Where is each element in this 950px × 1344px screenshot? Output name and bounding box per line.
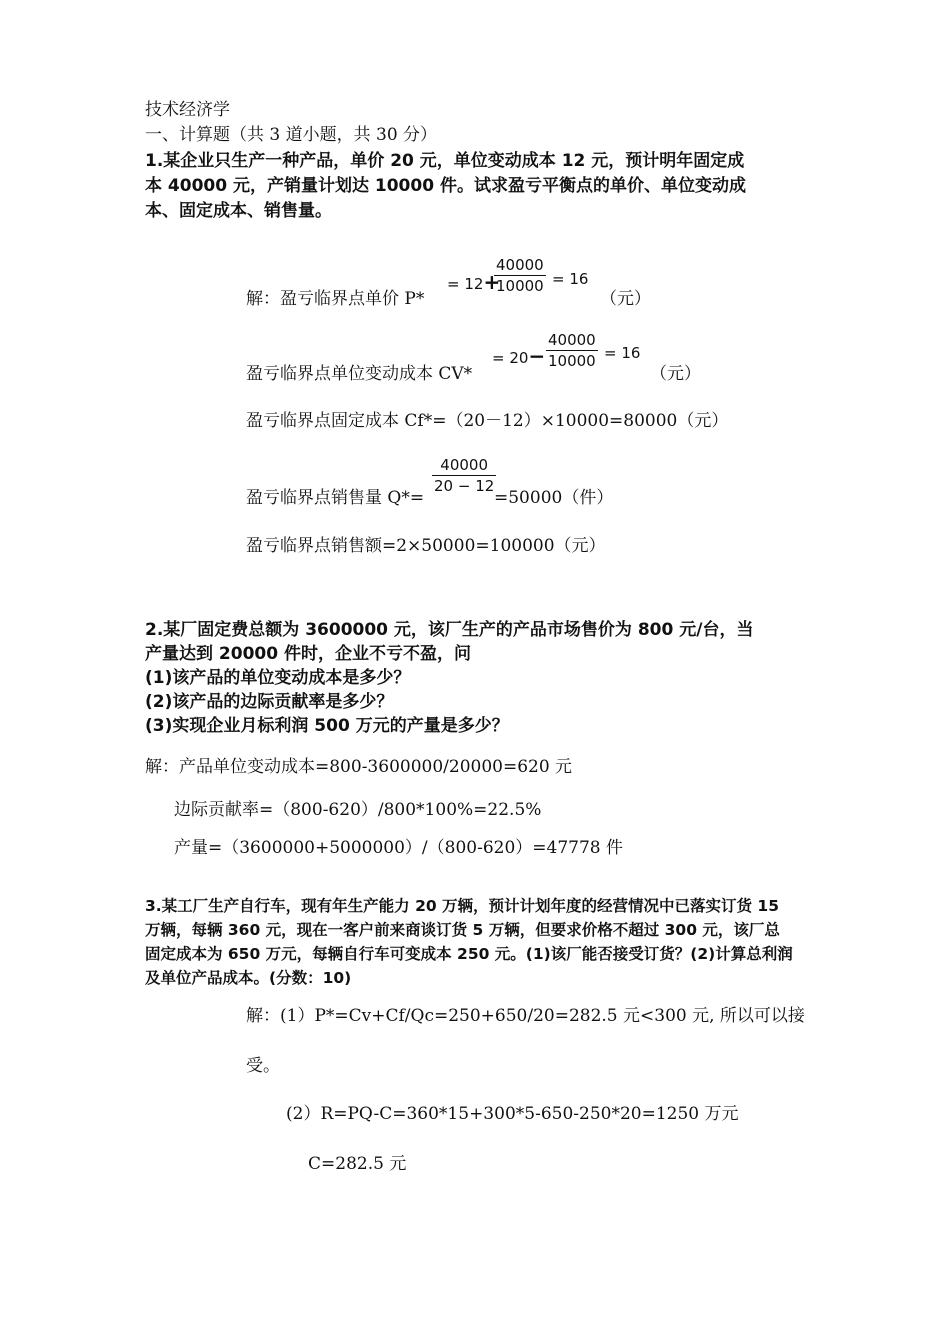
q3-text-line-4: 及单位产品成本。(分数：10) — [145, 969, 352, 987]
fraction-bar — [546, 350, 598, 351]
minus-operator: − — [528, 344, 546, 368]
q3-solution-part1: 解：(1）P*=Cv+Cf/Qc=250+650/20=282.5 元<300 元, 所以可以接 — [246, 1006, 805, 1026]
plus-operator: + — [483, 270, 501, 294]
q1-price-unit: （元） — [600, 289, 651, 309]
q1-solution-price-label: 解：盈亏临界点单价 P* — [246, 289, 425, 309]
q1-cv-result: = 16 — [604, 344, 641, 362]
q1-quantity-result: =50000（件） — [494, 488, 614, 508]
q1-text-line-1: 1.某企业只生产一种产品，单价 20 元，单位变动成本 12 元，预计明年固定成 — [145, 151, 745, 171]
fraction-denominator: 20 − 12 — [434, 477, 495, 495]
q3-solution-part1-cont: 受。 — [246, 1056, 280, 1076]
q1-cv-unit: （元） — [650, 364, 701, 384]
q3-text-line-2: 万辆，每辆 360 元，现在一客户前来商谈订货 5 万辆，但要求价格不超过 300 元，该厂总 — [145, 921, 780, 939]
q1-price-fraction — [494, 256, 546, 295]
q1-text-line-3: 本、固定成本、销售量。 — [145, 201, 332, 221]
q3-text-line-1: 3.某工厂生产自行车，现有年生产能力 20 万辆，预计计划年度的经营情况中已落实订货 15 — [145, 897, 780, 915]
q1-price-result: = 16 — [552, 270, 589, 288]
document-title: 技术经济学 — [145, 100, 230, 120]
q1-cv-base: = 20 — [492, 349, 529, 367]
fraction-denominator: 10000 — [548, 352, 596, 370]
q1-solution-fixed-cost: 盈亏临界点固定成本 Cf*=（20－12）×10000=80000（元） — [246, 411, 729, 431]
fraction-bar — [494, 275, 546, 276]
fraction-numerator: 40000 — [496, 256, 544, 274]
q1-solution-cv-lhs — [492, 344, 545, 368]
fraction-numerator: 40000 — [440, 456, 488, 474]
q2-solution-margin-rate: 边际贡献率=（800-620）/800*100%=22.5% — [174, 800, 542, 820]
q2-text-line-1: 2.某厂固定费总额为 3600000 元，该厂生产的产品市场售价为 800 元/台，当 — [145, 620, 754, 640]
q2-text-line-2: 产量达到 20000 件时，企业不亏不盈，问 — [145, 644, 471, 664]
q3-solution-unit-cost: C=282.5 元 — [308, 1154, 407, 1174]
q3-text-line-3: 固定成本为 650 万元，每辆自行车可变成本 250 元。(1)该厂能否接受订货？(2)计算总利润 — [145, 945, 793, 963]
q1-price-base: = 12 — [447, 275, 484, 293]
q2-text-line-3: (1)该产品的单位变动成本是多少？ — [145, 668, 411, 688]
fraction-bar — [432, 475, 496, 476]
q1-solution-cv-label: 盈亏临界点单位变动成本 CV* — [246, 364, 473, 384]
q2-solution-variable-cost: 解：产品单位变动成本=800-3600000/20000=620 元 — [145, 757, 573, 777]
q1-solution-price-lhs — [447, 270, 500, 294]
q1-cv-fraction — [546, 331, 598, 370]
section-heading: 一、计算题（共 3 道小题，共 30 分） — [145, 125, 438, 145]
q3-solution-part2: (2）R=PQ-C=360*15+300*5-650-250*20=1250 万元 — [286, 1104, 739, 1124]
q1-solution-quantity-label: 盈亏临界点销售量 Q*= — [246, 488, 425, 508]
q2-text-line-4: (2)该产品的边际贡献率是多少？ — [145, 692, 394, 712]
q1-quantity-fraction — [432, 456, 496, 495]
fraction-denominator: 10000 — [496, 277, 544, 295]
q1-text-line-2: 本 40000 元，产销量计划达 10000 件。试求盈亏平衡点的单价、单位变动成 — [145, 176, 746, 196]
q1-solution-sales: 盈亏临界点销售额=2×50000=100000（元） — [246, 536, 606, 556]
fraction-numerator: 40000 — [548, 331, 596, 349]
q2-solution-output: 产量=（3600000+5000000）/（800-620）=47778 件 — [174, 838, 624, 858]
q2-text-line-5: (3)实现企业月标利润 500 万元的产量是多少？ — [145, 716, 509, 736]
